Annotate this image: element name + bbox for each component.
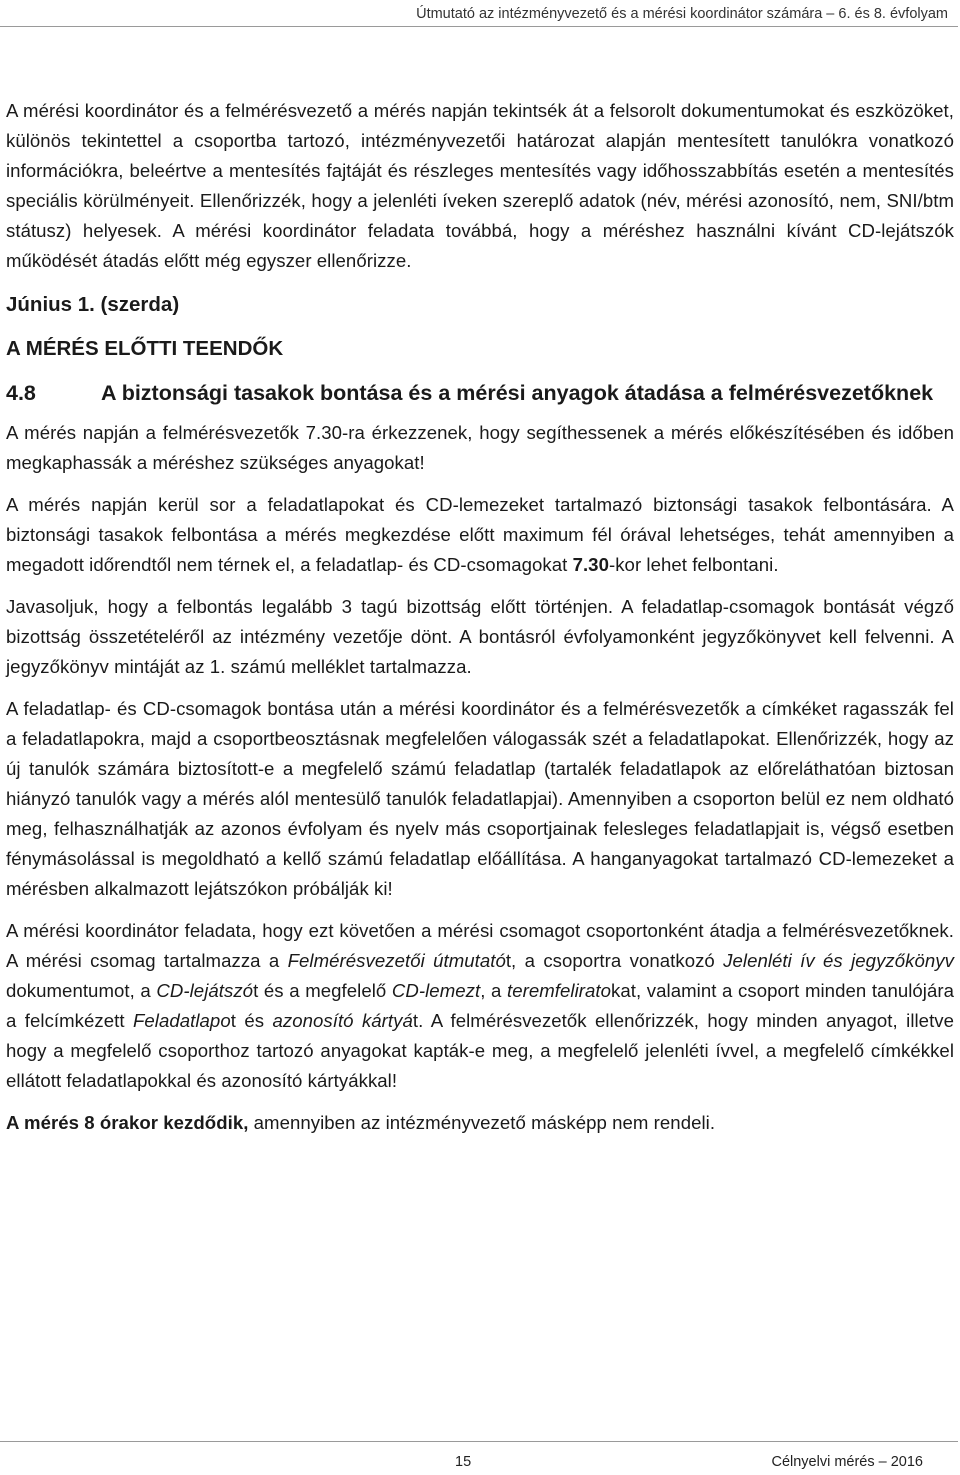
package-doc-room-signs: teremfelirato: [507, 980, 612, 1001]
opening-text-a: A mérés napján kerül sor a feladatlapokat és CD-lemezeket tartalmazó biztonsági tasakok felbontására. A biztonsági tasakok felbontása a mérés megkezdése előtt maximum fél órával lehetséges, tehát amennyiben a megadott időrendtől nem térnek el, a feladatlap- és CD-csomagokat: [6, 494, 954, 575]
body-paragraph-start: [6, 1108, 954, 1138]
package-doc-cd-player: CD-lejátszó: [156, 980, 254, 1001]
body-paragraph-committee: Javasoljuk, hogy a felbontás legalább 3 tagú bizottság előtt történjen. A feladatlap-csomagok bontását végző bizottság összetételéről az intézmény vezetője dönt. A bontásról évfolyamonként jegyzőkönyvet kell felvenni. A jegyzőkönyv mintáját az 1. számú melléklet tartalmazza.: [6, 596, 954, 677]
body-paragraph-opening: [6, 490, 954, 580]
package-text: , a: [480, 980, 508, 1001]
date-heading: Június 1. (szerda): [6, 293, 180, 316]
running-title: Útmutató az intézményvezető és a mérési koordinátor számára – 6. és 8. évfolyam: [416, 6, 948, 22]
section-heading: A MÉRÉS ELŐTTI TEENDŐK: [6, 337, 284, 360]
package-doc-guide: Felmérésvezetői útmutató: [287, 950, 506, 971]
page-footer: [0, 1441, 958, 1472]
opening-text-b: -kor lehet felbontani.: [608, 554, 779, 575]
package-text: A mérési koordinátor feladata, hogy ezt követően a mérési csomagot csoportonként átadja a felmérésvezetőknek. A mérési csomag tartalmazza a: [6, 920, 954, 971]
package-text: t. A felmérésvezetők ellenőrizzék, hogy minden anyagot, illetve hogy a megfelelő csoporthoz tartozó anyagokat kapták-e meg, a megfelelő jelenléti ívvel, a megfelelő címkékkel ellátott feladatlapokkal és azonosító kártyákkal!: [6, 1010, 955, 1091]
package-text: dokumentumot, a: [6, 980, 157, 1001]
body-paragraph-arrival: A mérés napján a felmérésvezetők 7.30-ra érkezzenek, hogy segíthessenek a mérés előkészítésében és időben megkaphassák a méréshez szükséges anyagokat!: [6, 422, 954, 473]
package-text: t és: [230, 1010, 273, 1031]
package-doc-attendance: Jelenléti ív és jegyzőkönyv: [723, 950, 954, 971]
intro-paragraph: A mérési koordinátor és a felmérésvezető a mérés napján tekintsék át a felsorolt dokumentumokat és eszközöket, különös tekintettel a csoportba tartozó, intézményvezetői határozat alapján mentesített tanulókra vonatkozó információkra, beleértve a mentesítés fajtáját és részleges mentesítés vagy időhosszabbítás esetén a mentesítés speciális körülményeit. Ellenőrizzék, hogy a jelenléti íveken szereplő adatok (név, mérési azonosító, nem, SNI/btm státusz) helyesek. A mérési koordinátor feladata továbbá, hogy a méréshez használni kívánt CD-lejátszók működését átadás előtt még egyszer ellenőrizze.: [6, 100, 954, 271]
body-paragraph-package: [6, 916, 954, 1096]
start-time-bold: A mérés 8 órakor kezdődik,: [6, 1112, 249, 1133]
body-paragraph-labels: A feladatlap- és CD-csomagok bontása után a mérési koordinátor és a felmérésvezetők a címkéket ragasszák fel a feladatlapokra, majd a csoportbeosztásnak megfelelően válogassák szét a feladatlapokat. Ellenőrizzék, hogy az új tanulók számára biztosított-e a megfelelő számú feladatlap (tartalék feladatlapok az előreláthatóan biztosan hiányzó tanulók vagy a mérés alól mentesülő tanulók feladatlapjai). Amennyiben a csoporton belül ez nem oldható meg, felhasználhatják az azonos évfolyam és nyelv más csoportjainak felesleges feladatlapjait is, végső esetben fénymásolással is megoldható a kellő számú feladatlap előállítása. A hanganyagokat tartalmazó CD-lemezeket a mérésben alkalmazott lejátszókon próbálják ki!: [6, 698, 954, 899]
page-content: [6, 96, 954, 1138]
package-doc-cd: CD-lemezt: [391, 980, 481, 1001]
footer-title: Célnyelvi mérés – 2016: [771, 1454, 923, 1470]
package-doc-id-cards: azonosító kártyá: [272, 1010, 413, 1031]
opening-time: 7.30: [572, 554, 609, 575]
start-time-rest: amennyiben az intézményvezető másképp nem rendeli.: [248, 1112, 716, 1133]
package-doc-task-sheets: Feladatlapo: [132, 1010, 231, 1031]
package-text: t, a csoportra vonatkozó: [505, 950, 724, 971]
package-text: t és a megfelelő: [253, 980, 392, 1001]
page-header: [0, 2, 958, 27]
subsection-title: A biztonsági tasakok bontása és a mérési anyagok átadása a felmérésvezetőknek: [101, 381, 934, 405]
page-number: 15: [455, 1454, 472, 1470]
subsection-heading: [6, 376, 954, 410]
package-text: kat, valamint a csoport minden tanulójára a felcímkézett: [6, 980, 955, 1031]
subsection-number: 4.8: [6, 381, 36, 405]
